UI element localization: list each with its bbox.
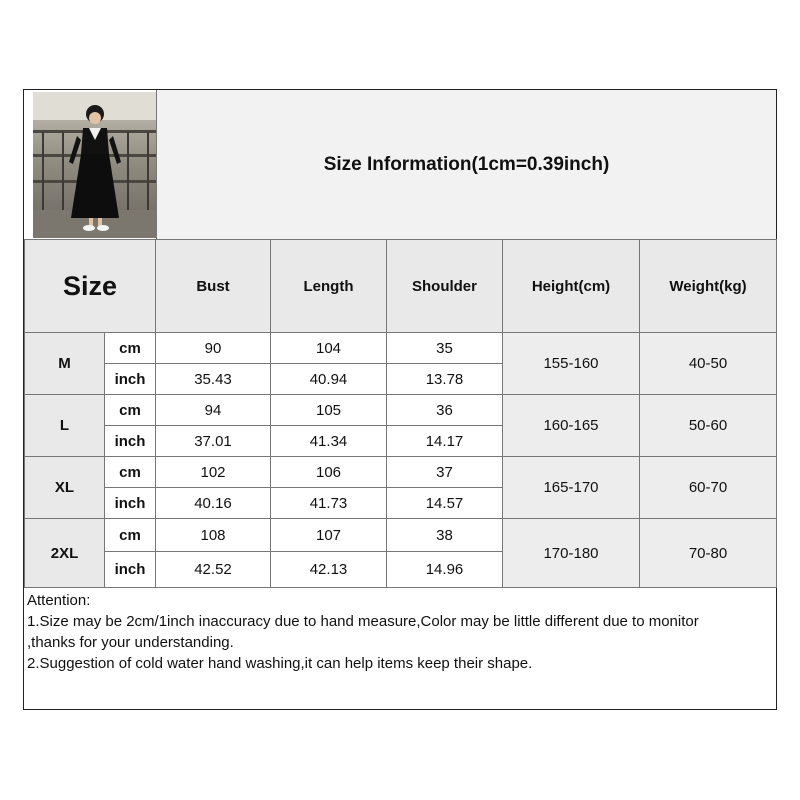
bust-value: 108	[156, 519, 271, 552]
size-column-header: Size	[25, 240, 156, 333]
shoulder-value: 38	[387, 519, 503, 552]
table-row	[25, 457, 777, 488]
unit-label: cm	[105, 457, 156, 488]
length-value: 105	[271, 395, 387, 426]
column-header-bust: Bust	[156, 240, 271, 333]
length-value: 41.34	[271, 426, 387, 457]
column-header-height: Height(cm)	[503, 240, 640, 333]
bust-value: 42.52	[156, 552, 271, 588]
weight-value: 70-80	[640, 519, 777, 588]
unit-label: inch	[105, 488, 156, 519]
shoulder-value: 14.57	[387, 488, 503, 519]
unit-label: cm	[105, 333, 156, 364]
length-value: 42.13	[271, 552, 387, 588]
length-value: 40.94	[271, 364, 387, 395]
column-header-length: Length	[271, 240, 387, 333]
weight-value: 60-70	[640, 457, 777, 519]
table-row	[25, 395, 777, 426]
product-photo	[33, 92, 157, 238]
height-value: 165-170	[503, 457, 640, 519]
unit-label: cm	[105, 395, 156, 426]
table-row	[25, 333, 777, 364]
length-value: 107	[271, 519, 387, 552]
unit-label: inch	[105, 426, 156, 457]
size-label: L	[25, 395, 105, 457]
shoulder-value: 37	[387, 457, 503, 488]
size-chart	[23, 89, 777, 710]
height-value: 155-160	[503, 333, 640, 395]
header-row-columns	[25, 240, 777, 333]
weight-value: 40-50	[640, 333, 777, 395]
note-line: 1.Size may be 2cm/1inch inaccuracy due to hand measure,Color may be little different due to monitor	[27, 613, 699, 630]
bust-value: 102	[156, 457, 271, 488]
shoulder-value: 13.78	[387, 364, 503, 395]
unit-label: inch	[105, 364, 156, 395]
bust-value: 90	[156, 333, 271, 364]
unit-label: inch	[105, 552, 156, 588]
shoulder-value: 14.17	[387, 426, 503, 457]
height-value: 170-180	[503, 519, 640, 588]
unit-label: cm	[105, 519, 156, 552]
notes-heading: Attention:	[27, 592, 91, 609]
bust-value: 94	[156, 395, 271, 426]
column-header-shoulder: Shoulder	[387, 240, 503, 333]
height-value: 160-165	[503, 395, 640, 457]
size-label: XL	[25, 457, 105, 519]
shoulder-value: 14.96	[387, 552, 503, 588]
shoulder-value: 36	[387, 395, 503, 426]
product-photo-image	[33, 92, 157, 238]
table-row	[25, 519, 777, 552]
length-value: 106	[271, 457, 387, 488]
attention-notes	[27, 590, 773, 674]
column-header-weight: Weight(kg)	[640, 240, 777, 333]
bust-value: 40.16	[156, 488, 271, 519]
bust-value: 37.01	[156, 426, 271, 457]
size-label: 2XL	[25, 519, 105, 588]
length-value: 104	[271, 333, 387, 364]
chart-title: Size Information(1cm=0.39inch)	[156, 90, 776, 239]
header-row	[24, 90, 776, 240]
size-table	[24, 239, 777, 588]
weight-value: 50-60	[640, 395, 777, 457]
length-value: 41.73	[271, 488, 387, 519]
note-line: 2.Suggestion of cold water hand washing,it can help items keep their shape.	[27, 655, 533, 672]
shoulder-value: 35	[387, 333, 503, 364]
size-label: M	[25, 333, 105, 395]
bust-value: 35.43	[156, 364, 271, 395]
note-line: ,thanks for your understanding.	[27, 634, 234, 651]
